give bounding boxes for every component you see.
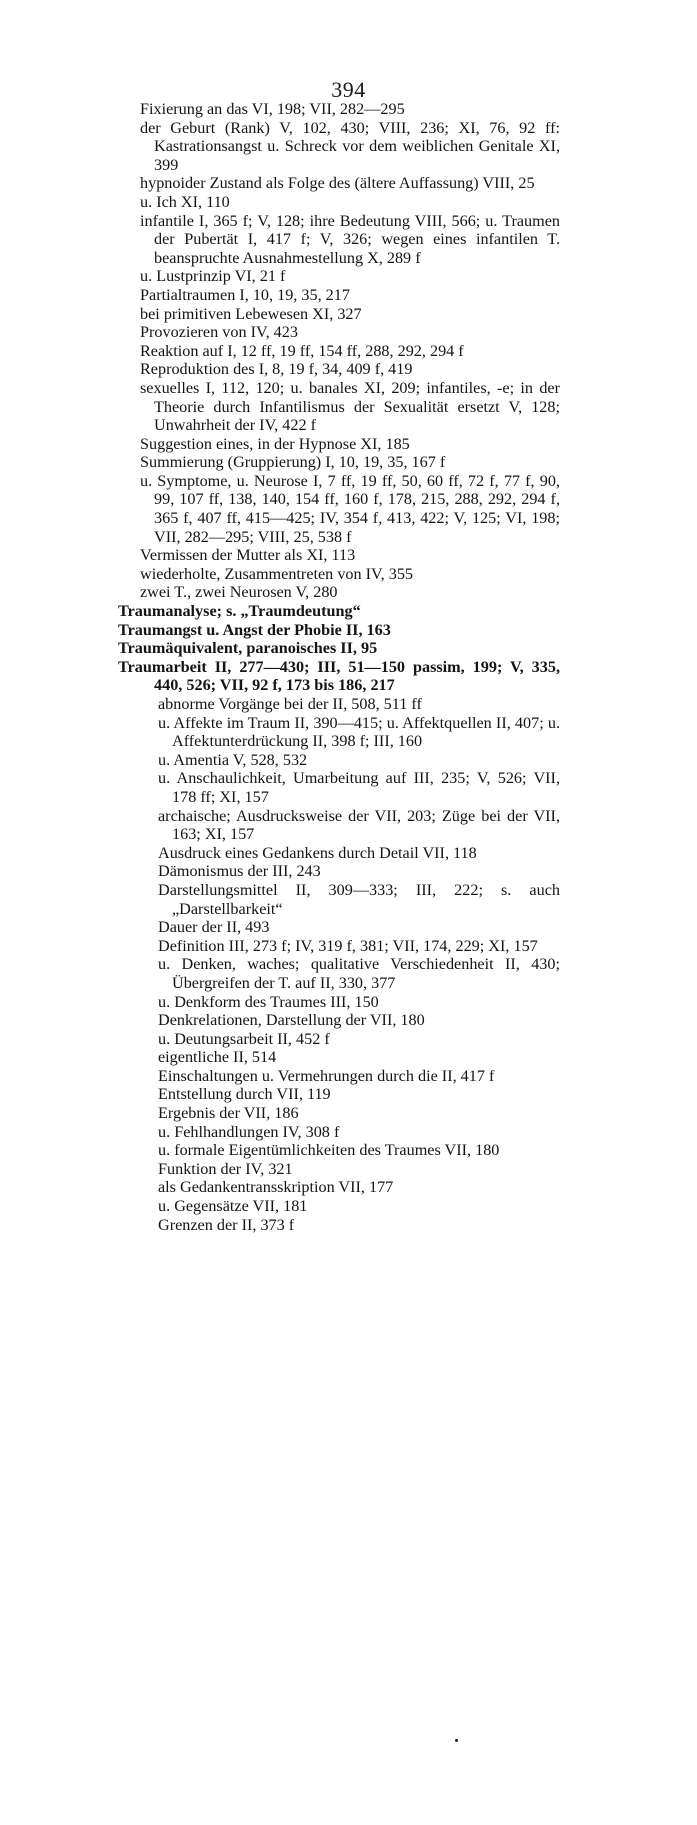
index-entry-text: wiederholte, Zusammentreten von IV, 355 [140, 564, 414, 583]
index-subentry [140, 862, 560, 881]
index-subentry [140, 918, 560, 937]
index-headword [118, 658, 560, 695]
index-subentry [140, 1141, 560, 1160]
index-entry-text: Traumarbeit II, 277—430; III, 51—150 passim, 199; V, 335, 440, 526; VII, 92 f, 173 bis 186, 217 [118, 657, 560, 695]
index-entry-text: Grenzen der II, 373 f [158, 1215, 295, 1234]
index-entry-text: Darstellungsmittel II, 309—333; III, 222; s. auch „Darstellbarkeit“ [158, 880, 560, 918]
index-headword [118, 639, 560, 658]
index-entry-text: Entstellung durch VII, 119 [158, 1085, 331, 1104]
index-subentry [140, 267, 560, 286]
index-entry-text: Reaktion auf I, 12 ff, 19 ff, 154 ff, 288, 292, 294 f [140, 341, 464, 360]
index-column [118, 100, 560, 1234]
index-entry-text: Definition III, 273 f; IV, 319 f, 381; VII, 174, 229; XI, 157 [158, 936, 538, 955]
index-subentry [140, 342, 560, 361]
index-subentry [140, 1123, 560, 1142]
index-entry-text: Provozieren von IV, 423 [140, 323, 298, 342]
index-entry-text: u. Affekte im Traum II, 390—415; u. Affektquellen II, 407; u. Affektunterdrückung II, 398 f; III, 160 [158, 713, 560, 751]
index-subentry [140, 174, 560, 193]
index-subentry [140, 993, 560, 1012]
index-subentry [140, 323, 560, 342]
index-entry-text: eigentliche II, 514 [158, 1048, 277, 1067]
index-subentry [140, 769, 560, 806]
index-subentry [140, 583, 560, 602]
index-subentry [140, 807, 560, 844]
index-subentry [140, 379, 560, 435]
index-subentry [140, 1030, 560, 1049]
index-entry-text: hypnoider Zustand als Folge des (ältere Auffassung) VIII, 25 [140, 174, 535, 193]
index-entry-text: u. Gegensätze VII, 181 [158, 1197, 308, 1216]
index-entry-text: u. Denkform des Traumes III, 150 [158, 992, 379, 1011]
index-subentry [140, 955, 560, 992]
index-entry-text: u. Ich XI, 110 [140, 192, 230, 211]
index-headword [118, 602, 560, 621]
page-number: 394 [331, 77, 366, 102]
index-entry-text: Traumäquivalent, paranoisches II, 95 [118, 639, 378, 658]
index-entry-text: sexuelles I, 112, 120; u. banales XI, 209; infantiles, -e; in der Theorie durch Infantilismus der Sexualität ersetzt V, 128; Unwahrheit der IV, 422 f [140, 378, 560, 435]
index-entry-text: Ergebnis der VII, 186 [158, 1104, 299, 1123]
index-entry-text: der Geburt (Rank) V, 102, 430; VIII, 236; XI, 76, 92 ff: Kastrationsangst u. Schreck vor dem weiblichen Genitale XI, 399 [140, 118, 560, 174]
index-entry-text: u. Fehlhandlungen IV, 308 f [158, 1122, 340, 1141]
index-subentry [140, 100, 560, 119]
index-entry-text: Vermissen der Mutter als XI, 113 [140, 546, 356, 565]
index-entry-text: u. formale Eigentümlichkeiten des Traumes VII, 180 [158, 1141, 500, 1160]
index-subentry [140, 546, 560, 565]
index-entry-text: u. Denken, waches; qualitative Verschiedenheit II, 430; Übergreifen der T. auf II, 330, 377 [158, 955, 560, 992]
stray-dot [455, 1739, 458, 1742]
index-subentry [140, 1067, 560, 1086]
index-subentry [140, 472, 560, 546]
index-subentry [140, 844, 560, 863]
index-entry-text: als Gedankentransskription VII, 177 [158, 1178, 394, 1197]
index-entry-text: Dämonismus der III, 243 [158, 862, 321, 881]
index-entry-text: u. Lustprinzip VI, 21 f [140, 267, 286, 286]
index-subentry [140, 714, 560, 751]
index-subentry [140, 305, 560, 324]
index-entry-text: u. Symptome, u. Neurose I, 7 ff, 19 ff, 50, 60 ff, 72 f, 77 f, 90, 99, 107 ff, 138, 140, 154 ff, 160 f, 178, 215, 288, 292, 294 f, 365 f, 407 ff, 415—425; IV, 354 f, 413, 422; V, 125; VI, 198; VII, 282—295; VIII, 25, 538 f [140, 471, 560, 546]
index-entry-text: Traumangst u. Angst der Phobie II, 163 [118, 620, 391, 639]
index-subentry [140, 565, 560, 584]
index-entry-text: Summierung (Gruppierung) I, 10, 19, 35, 167 f [140, 453, 446, 472]
index-entry-text: u. Anschaulichkeit, Umarbeitung auf III, 235; V, 526; VII, 178 ff; XI, 157 [158, 769, 560, 806]
index-subentry [140, 435, 560, 454]
index-subentry [140, 453, 560, 472]
index-subentry [140, 119, 560, 175]
index-entry-text: Dauer der II, 493 [158, 918, 270, 937]
index-subentry [140, 360, 560, 379]
index-subentry [140, 1048, 560, 1067]
index-subentry [140, 1085, 560, 1104]
index-entry-text: abnorme Vorgänge bei der II, 508, 511 ff [158, 695, 422, 713]
index-entry-text: Suggestion eines, in der Hypnose XI, 185 [140, 434, 410, 453]
index-subentry [140, 751, 560, 770]
index-subentry [140, 1197, 560, 1216]
index-entry-text: Denkrelationen, Darstellung der VII, 180 [158, 1011, 425, 1030]
index-subentry [140, 212, 560, 268]
index-subentry [140, 1160, 560, 1179]
index-subentry [140, 881, 560, 918]
index-headword [118, 621, 560, 640]
index-entry-text: Fixierung an das VI, 198; VII, 282—295 [140, 100, 405, 118]
index-subentry [140, 695, 560, 714]
index-subentry [140, 286, 560, 305]
index-entry-text: archaische; Ausdrucksweise der VII, 203; Züge bei der VII, 163; XI, 157 [158, 806, 560, 844]
index-subentry [140, 1011, 560, 1030]
index-entry-text: Ausdruck eines Gedankens durch Detail VII, 118 [158, 843, 477, 862]
index-entry-text: u. Amentia V, 528, 532 [158, 750, 308, 769]
index-entry-text: zwei T., zwei Neurosen V, 280 [140, 583, 338, 602]
index-entry-text: Einschaltungen u. Vermehrungen durch die II, 417 f [158, 1066, 495, 1085]
index-entry-text: Funktion der IV, 321 [158, 1159, 293, 1178]
index-entry-text: Reproduktion des I, 8, 19 f, 34, 409 f, 419 [140, 360, 413, 379]
index-entry-text: bei primitiven Lebewesen XI, 327 [140, 304, 362, 323]
index-subentry [140, 193, 560, 212]
index-subentry [140, 937, 560, 956]
index-subentry [140, 1216, 560, 1235]
index-subentry [140, 1104, 560, 1123]
index-entry-text: Partialtraumen I, 10, 19, 35, 217 [140, 285, 350, 304]
index-entry-text: infantile I, 365 f; V, 128; ihre Bedeutung VIII, 566; u. Traumen der Pubertät I, 417 f; V, 326; wegen eines infantilen T. beanspruchte Ausnahmestellung X, 289 f [140, 211, 560, 267]
index-entry-text: Traumanalyse; s. „Traumdeutung“ [118, 602, 361, 621]
index-subentry [140, 1178, 560, 1197]
index-entry-text: u. Deutungsarbeit II, 452 f [158, 1029, 330, 1048]
